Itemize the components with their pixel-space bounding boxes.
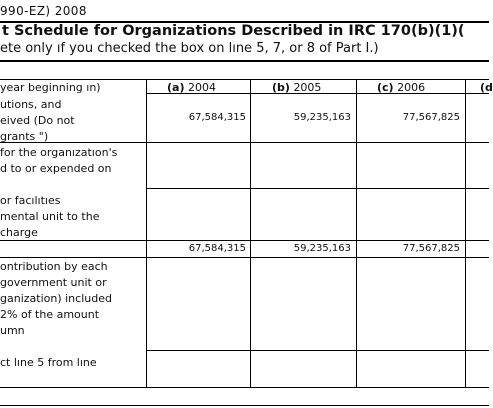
- row-divider-line-5: [146, 350, 489, 351]
- column-divider-d: [465, 79, 466, 387]
- column-header-d: (d: [480, 81, 493, 94]
- schedule-title: t Schedule for Organizations Described in IRC 170(b)(1)(: [2, 23, 465, 39]
- total-2006-value: 77,567,825: [402, 243, 460, 254]
- row-label-subtract: ct lıne 5 from lıne: [0, 356, 97, 369]
- row-label-tax-revenues: for the organızatıon's d to or expended on: [0, 146, 118, 175]
- gifts-2005-value: 59,235,163: [293, 112, 351, 123]
- gifts-2004-value: 67,584,315: [188, 112, 246, 123]
- column-divider-b: [250, 79, 251, 387]
- column-divider-a: [146, 79, 147, 387]
- total-2004-value: 67,584,315: [188, 243, 246, 254]
- column-divider-c: [356, 79, 357, 387]
- footer-rule: [0, 405, 489, 406]
- row-label-contribution-excess: ontribution by each government unit or ganization) included 2% of the amount umn: [0, 260, 112, 337]
- row-divider-line-4: [0, 257, 489, 258]
- column-header-b: (b) 2005: [272, 81, 322, 94]
- column-header-a: (a) 2004: [167, 81, 216, 94]
- gifts-2006-value: 77,567,825: [402, 112, 460, 123]
- table-bottom-line: [0, 387, 489, 388]
- row-label-services-facilities: or facılıtıes mental unit to the charge: [0, 194, 100, 239]
- column-header-c: (c) 2006: [377, 81, 426, 94]
- form-identifier: 990-EZ) 2008: [0, 4, 87, 18]
- header-bottom-rule: [0, 60, 489, 62]
- total-2005-value: 59,235,163: [293, 243, 351, 254]
- row-divider-line-2: [146, 188, 489, 189]
- row-label-gifts: utions, and eived (Do not grants "): [0, 98, 75, 143]
- row-label-year: year beginning ın): [0, 81, 101, 94]
- schedule-subtitle: ete only ıf you checked the box on lıne 5, 7, or 8 of Part I.): [0, 41, 379, 56]
